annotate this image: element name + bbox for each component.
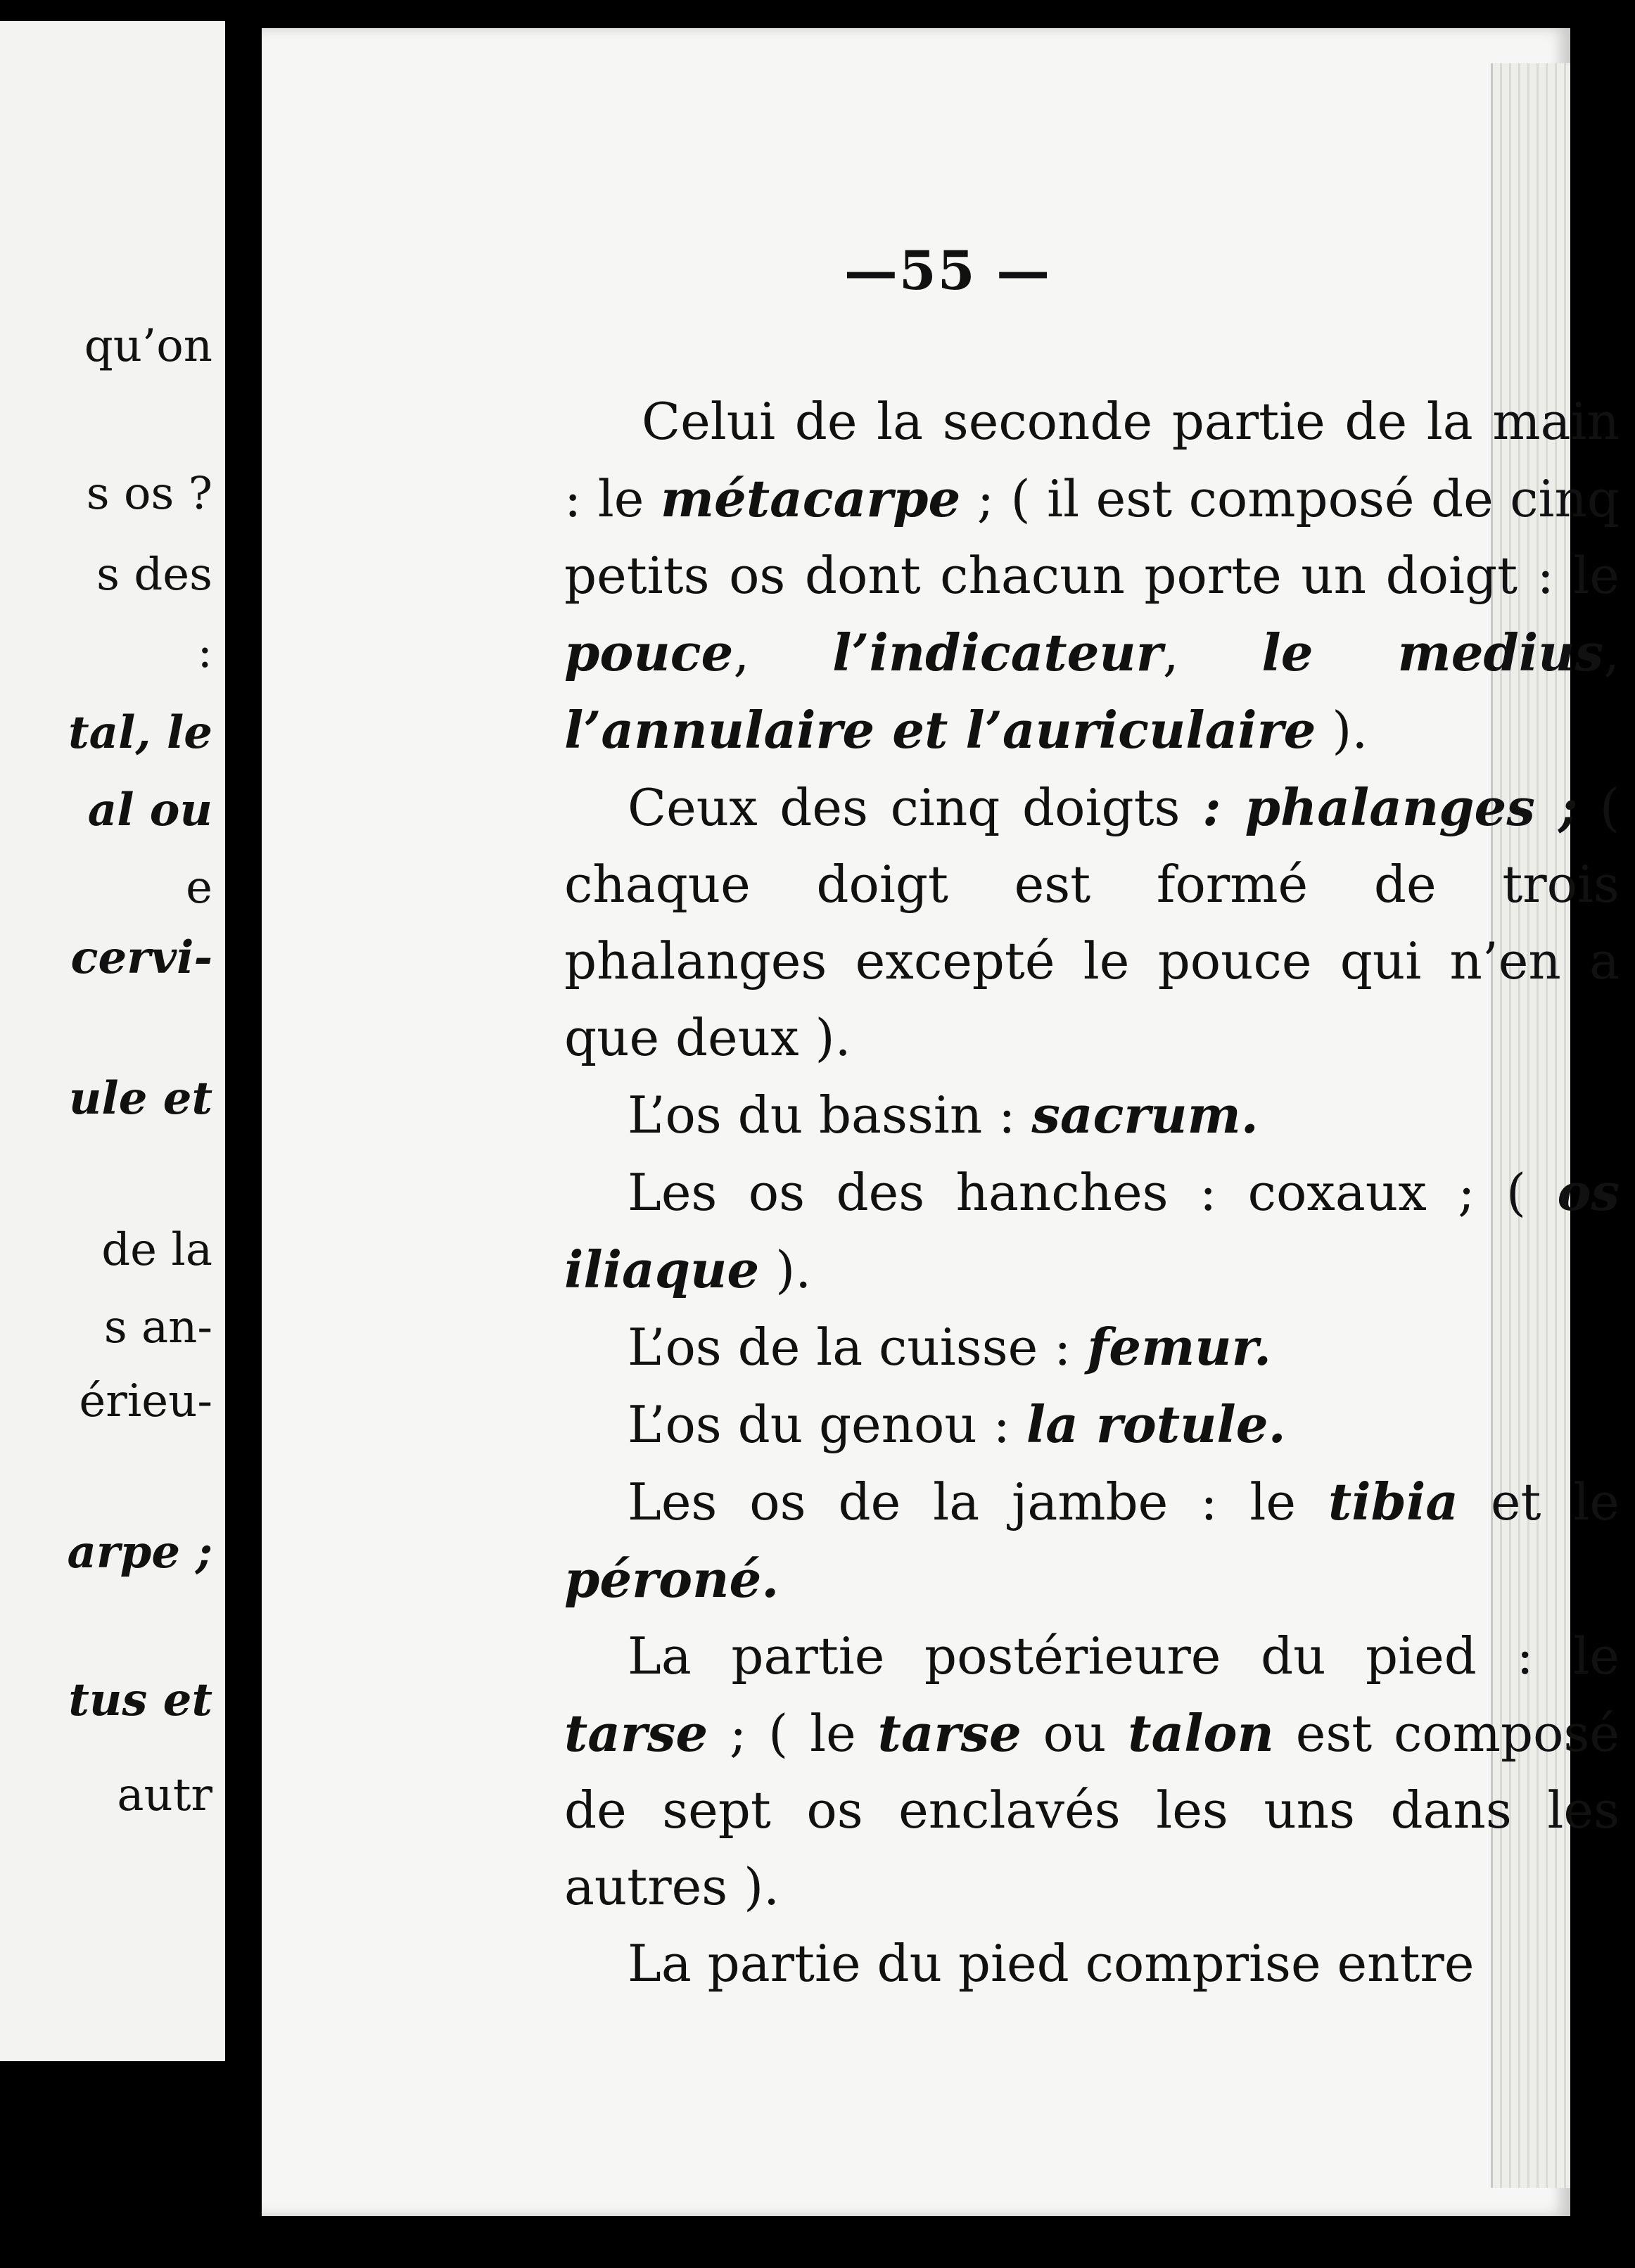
paragraph [564,383,1620,769]
text-run: La partie postérieure du pied : le [628,1626,1620,1686]
left-page-line: autr [117,1769,212,1821]
text-run: ). [759,1240,812,1299]
text-run: L’os du genou : [628,1395,1026,1454]
left-page-line: tal, le [68,706,212,759]
italic-term: : phalanges ; [1202,777,1578,837]
text-run: Les os de la jambe : le [628,1472,1328,1531]
text-run: Les os des hanches : coxaux ; ( [628,1163,1558,1222]
left-page-line: ule et [68,1072,212,1125]
italic-term: femur. [1087,1317,1272,1377]
left-page-line: tus et [68,1674,212,1726]
paragraph [564,1925,1620,2002]
book-page [262,28,1620,2216]
italic-term: pouce [564,623,734,682]
left-page-line: de la [101,1224,212,1276]
left-page-line: s des [96,549,212,601]
left-page-line: al ou [87,784,212,836]
text-run: Celui de la seconde partie de la main : le [564,392,1620,528]
text-run: ; ( le [708,1704,878,1763]
italic-term: péroné. [564,1549,780,1609]
text-run: L’os du bassin : [628,1085,1032,1145]
text-run: ; ( il est composé de cinq petits os dont chacun porte un doigt : le [564,469,1620,605]
left-page-line: cervi- [70,931,212,984]
text-run: ). [1316,701,1368,760]
previous-page-fragment [0,21,225,2061]
text-run: , [1162,623,1262,682]
italic-term: tibia [1328,1472,1458,1531]
italic-term: la rotule. [1026,1394,1286,1454]
left-page-line: s an- [103,1301,212,1353]
left-page-line: qu’on [84,320,212,372]
paragraph [564,1154,1620,1308]
paragraph [564,1463,1620,1618]
text-run: Ceux des cinq doigts [628,778,1203,837]
text-run: ( chaque doigt est formé de trois phalanges excepté le pouce qui n’en a que deux ). [564,778,1620,1067]
text-run: est composé de sept os enclavés les uns dans les autres ). [564,1704,1620,1916]
italic-term: métacarpe [660,469,961,528]
text-run: ou [1021,1704,1128,1763]
italic-term: le medius [1261,623,1604,682]
page-number: —55 — [844,239,1052,302]
left-page-line: e [186,862,212,914]
left-page-line: érieu- [79,1375,212,1427]
paragraph [564,769,1620,1076]
italic-term: sacrum. [1031,1085,1259,1145]
italic-term: talon [1128,1703,1274,1763]
italic-term: tarse [877,1703,1022,1763]
paragraph [564,1076,1620,1154]
left-page-line: : [197,626,212,678]
text-run: La partie du pied comprise entre [628,1934,1475,1993]
paragraph [564,1618,1620,1925]
paragraph [564,1386,1620,1463]
left-page-line: s os ? [86,468,212,520]
paragraph [564,1308,1620,1386]
book-gutter [225,0,262,2268]
italic-term: l’indicateur [832,623,1163,682]
text-run: L’os de la cuisse : [628,1318,1088,1377]
text-run: , [1603,623,1620,682]
page-body [564,383,1620,2002]
text-run: , [733,623,833,682]
text-run: et le [1458,1472,1620,1531]
italic-term: tarse [564,1703,708,1763]
italic-term: os iliaque [564,1162,1620,1299]
left-page-line: arpe ; [67,1526,212,1579]
italic-term: l’annulaire et l’auriculaire [564,700,1316,760]
